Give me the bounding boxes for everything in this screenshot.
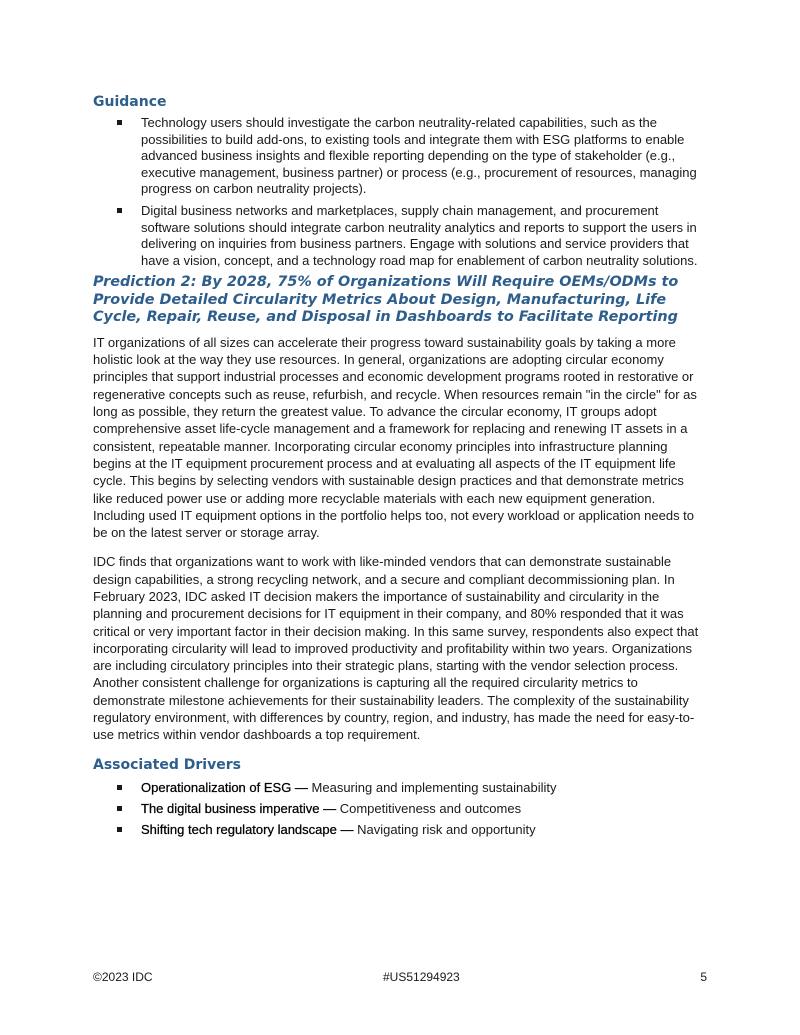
driver-name: Shifting tech regulatory landscape — [141, 821, 354, 837]
drivers-list [93, 780, 705, 838]
footer-page-number: 5 [700, 970, 707, 984]
body-paragraph: IT organizations of all sizes can accelerate their progress toward sustainability goals by taking a more holistic look at the way they use resources. In general, organizations are adopting circular economy principles that support industrial processes and economic development programs rooted in restorative or regenerative concepts such as reuse, refurbish, and recycle. When resources remain "in the circle" for as long as possible, they return the greatest value. To advance the circular economy, IT groups adopt comprehensive asset life-cycle management and a framework for replacing and renewing IT assets in a consistent, repeatable manner. Incorporating circular economy principles into infrastructure planning begins at the IT equipment procurement process and at evaluating all aspects of the IT equipment life cycle. This begins by selecting vendors with sustainable design practices and that demonstrate metrics like reduced power use or adding more recyclable materials with each new equipment generation. Including used IT equipment options in the portfolio helps too, not every workload or application needs to be on the latest server or storage array. [93, 334, 697, 541]
body-paragraph: IDC finds that organizations want to work with like-minded vendors that can demonstrate sustainable design capabilities, a strong recycling network, and a secure and compliant decommissioning plan. In February 2023, IDC asked IT decision makers the importance of sustainability and circularity in the planning and procurement decisions for IT equipment in their company, and 80% responded that it was critical or very important factor in their decision making. In this same survey, respondents also expect that incorporating circularity will lead to improved productivity and profitability within two years. Organizations are including circulatory principles into their strategic plans, starting with the vendor selection process. Another consistent challenge for organizations is capturing all the required circularity metrics to demonstrate milestone achievements for their sustainability leaders. The complexity of the sustainability regulatory environment, with differences by country, region, and industry, has made the need for easy-to-use metrics within vendor dashboards a top requirement. [93, 554, 699, 743]
footer-copyright: ©2023 IDC [93, 970, 153, 984]
square-bullet-icon [117, 785, 122, 790]
square-bullet-icon [117, 208, 122, 213]
list-item [93, 801, 705, 817]
square-bullet-icon [117, 827, 122, 832]
square-bullet-icon [117, 120, 122, 125]
guidance-item-text: Digital business networks and marketplaces, supply chain management, and procurement software solutions should integrate carbon neutrality analytics and reports to support the users in delivering on inquiries from business partners. Engage with solutions and service providers that have a vision, concept, and a technology road map for enablement of carbon neutrality solutions. [141, 202, 698, 268]
guidance-item-text: Technology users should investigate the carbon neutrality-related capabilities, such as the possibilities to build add-ons, to existing tools and integrate them with ESG platforms to enable advanced business insights and flexible reporting depending on the type of stakeholder (e.g., executive management, business partner) or process (e.g., procurement of resources, managing progress on carbon neutrality projects). [141, 115, 697, 197]
driver-description: Navigating risk and opportunity [353, 821, 536, 837]
driver-name: The digital business imperative — [141, 800, 337, 816]
page-footer [93, 970, 707, 986]
list-item [93, 115, 705, 198]
guidance-list [93, 115, 705, 269]
associated-drivers-heading: Associated Drivers [93, 756, 241, 773]
page-content [93, 93, 705, 843]
list-item [93, 822, 705, 838]
footer-document-id: #US51294923 [383, 970, 460, 984]
prediction-title: Prediction 2: By 2028, 75% of Organizations Will Require OEMs/ODMs to Provide Detailed Circularity Metrics About Design, Manufacturing, Life Cycle, Repair, Reuse, and Disposal in Dashboards to Facilitate Reporting [93, 274, 679, 326]
driver-description: Measuring and implementing sustainability [307, 779, 557, 795]
square-bullet-icon [117, 806, 122, 811]
list-item [93, 203, 705, 269]
guidance-heading: Guidance [93, 94, 167, 110]
list-item [93, 780, 705, 796]
driver-name: Operationalization of ESG — [141, 779, 308, 795]
driver-description: Competitiveness and outcomes [336, 800, 522, 816]
